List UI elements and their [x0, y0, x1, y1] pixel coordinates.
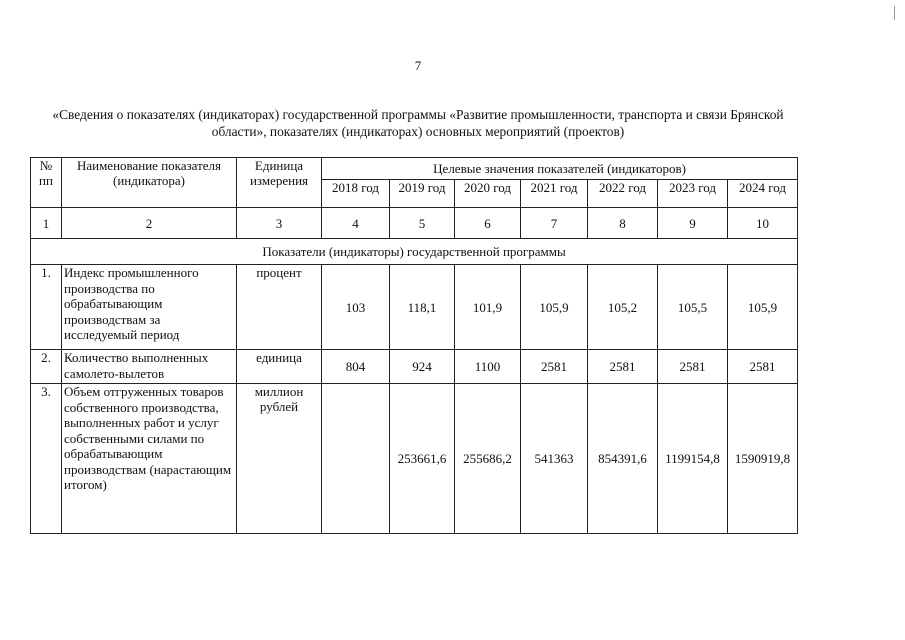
column-number: 4: [322, 208, 390, 239]
value-cell: 2581: [588, 350, 658, 384]
indicator-name: Индекс промышленного производства по обрабатывающим производствам за исследуемый период: [62, 265, 237, 350]
header-row-top: [31, 158, 798, 180]
header-year: 2021 год: [521, 180, 588, 208]
table-row: [31, 265, 798, 350]
row-number: 3.: [31, 384, 62, 534]
value-cell: 2581: [728, 350, 798, 384]
value-cell: 2581: [658, 350, 728, 384]
header-year: 2019 год: [390, 180, 455, 208]
value-cell: [322, 384, 390, 534]
value-cell: 541363: [521, 384, 588, 534]
header-unit: Единица измерения: [237, 158, 322, 208]
header-year: 2018 год: [322, 180, 390, 208]
value-cell: 105,2: [588, 265, 658, 350]
header-year: 2022 год: [588, 180, 658, 208]
column-number: 1: [31, 208, 62, 239]
indicator-name: Количество выполненных самолето-вылетов: [62, 350, 237, 384]
column-number: 8: [588, 208, 658, 239]
value-cell: 924: [390, 350, 455, 384]
column-number: 3: [237, 208, 322, 239]
column-number: 9: [658, 208, 728, 239]
value-cell: 255686,2: [455, 384, 521, 534]
row-number: 1.: [31, 265, 62, 350]
document-title: «Сведения о показателях (индикаторах) государственной программы «Развитие промышленности, транспорта и связи Брянской области», показателях (индикаторах) основных мероприятий (проектов): [52, 107, 784, 139]
indicator-unit: миллион рублей: [237, 384, 322, 534]
value-cell: 103: [322, 265, 390, 350]
indicator-unit: единица: [237, 350, 322, 384]
header-targets: Целевые значения показателей (индикаторов): [322, 158, 798, 180]
indicators-table: [30, 157, 798, 534]
column-number: 5: [390, 208, 455, 239]
row-number: 2.: [31, 350, 62, 384]
value-cell: 105,9: [728, 265, 798, 350]
value-cell: 854391,6: [588, 384, 658, 534]
table-row: [31, 350, 798, 384]
section-row: [31, 239, 798, 265]
column-number: 6: [455, 208, 521, 239]
header-year: 2020 год: [455, 180, 521, 208]
header-no: № пп: [31, 158, 62, 208]
indicator-name: Объем отгруженных товаров собственного производства, выполненных работ и услуг собственными силами по обрабатывающим производствам (нарастающим итогом): [62, 384, 237, 534]
scan-edge-mark: [894, 6, 895, 20]
value-cell: 2581: [521, 350, 588, 384]
section-title: Показатели (индикаторы) государственной программы: [31, 239, 798, 265]
column-number: 7: [521, 208, 588, 239]
value-cell: 105,9: [521, 265, 588, 350]
value-cell: 1199154,8: [658, 384, 728, 534]
value-cell: 1100: [455, 350, 521, 384]
value-cell: 1590919,8: [728, 384, 798, 534]
table-row: [31, 384, 798, 534]
value-cell: 105,5: [658, 265, 728, 350]
column-number-row: [31, 208, 798, 239]
column-number: 10: [728, 208, 798, 239]
value-cell: 118,1: [390, 265, 455, 350]
header-name: Наименование показателя (индикатора): [62, 158, 237, 208]
header-year: 2023 год: [658, 180, 728, 208]
value-cell: 804: [322, 350, 390, 384]
page-number: 7: [414, 58, 422, 73]
column-number: 2: [62, 208, 237, 239]
header-year: 2024 год: [728, 180, 798, 208]
indicator-unit: процент: [237, 265, 322, 350]
value-cell: 253661,6: [390, 384, 455, 534]
value-cell: 101,9: [455, 265, 521, 350]
